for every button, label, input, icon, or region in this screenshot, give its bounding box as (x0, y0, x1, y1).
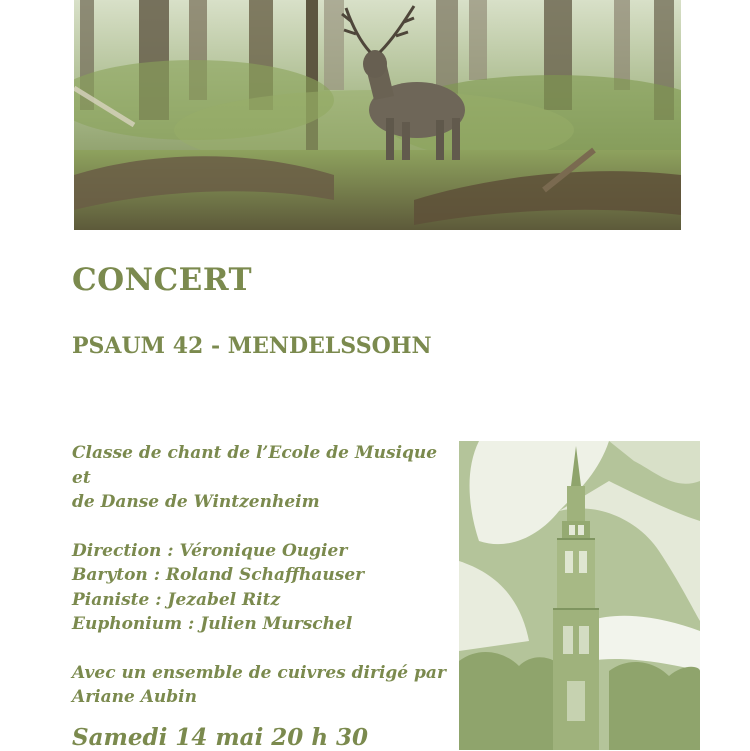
concert-date: Samedi 14 mai 20 h 30 (72, 724, 369, 751)
performer-euphonium: Euphonium : Julien Murschel (72, 614, 353, 634)
concert-title: CONCERT (72, 262, 253, 298)
ensemble-line-1: Classe de chant de l’Ecole de Musique et (72, 443, 438, 488)
brass-line-2: Ariane Aubin (72, 687, 197, 707)
church-tower-illustration (459, 441, 700, 750)
brass-line-1: Avec un ensemble de cuivres dirigé par (72, 662, 446, 683)
ensemble-line-2: de Danse de Wintzenheim (72, 492, 320, 512)
performer-direction: Direction : Véronique Ougier (72, 540, 348, 561)
performer-pianiste: Pianiste : Jezabel Ritz (72, 589, 281, 610)
concert-details (72, 441, 452, 710)
performer-baryton: Baryton : Roland Schaffhauser (72, 565, 365, 585)
stag-forest-photo (74, 0, 681, 230)
work-subtitle: PSAUM 42 - MENDELSSOHN (72, 333, 432, 359)
